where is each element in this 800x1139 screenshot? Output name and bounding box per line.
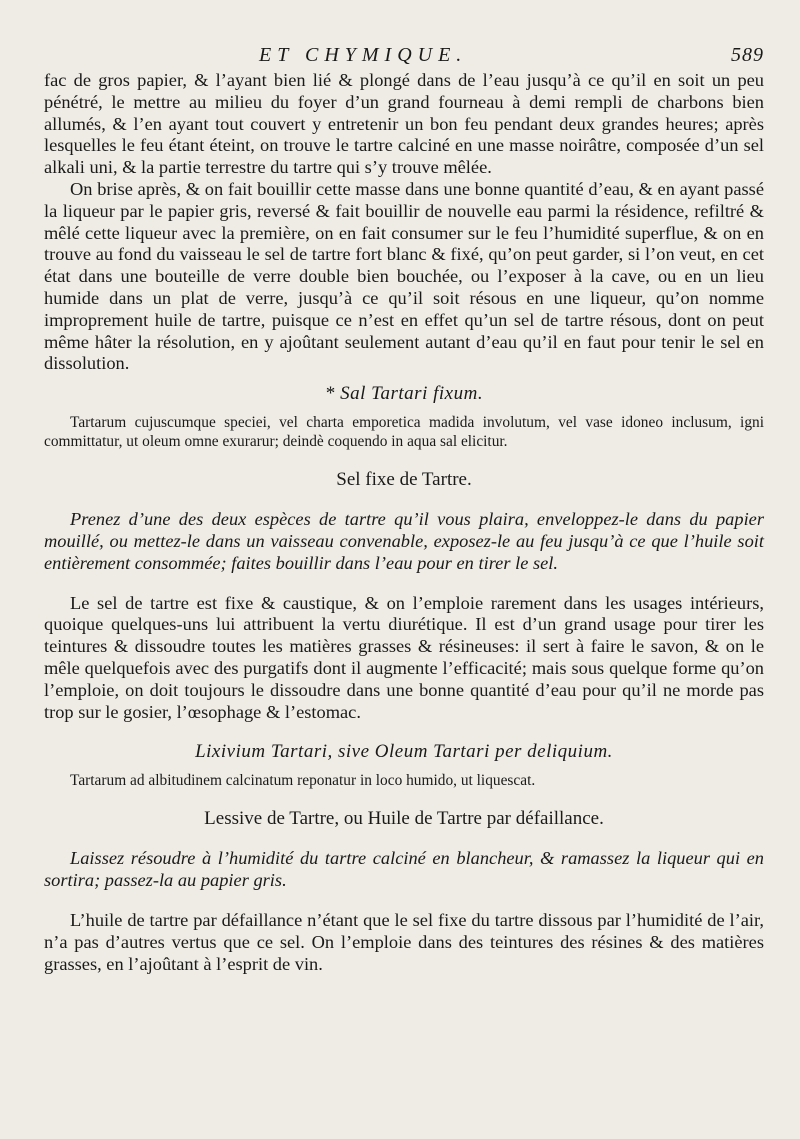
page-number: 589 xyxy=(731,44,764,66)
section-title-latin-1: * Sal Tartari fixum. xyxy=(324,383,484,405)
latin-recipe-2: Tartarum ad albitudinem calcinatum reponatur in loco humido, ut liquescat. xyxy=(70,772,536,790)
paragraph-uses: Le sel de tartre est fixe & caustique, & on l’emploie rarement dans les usages intérieurs, quoique quelques-uns lui attribuent la vertu diurétique. Il est d’un grand usage pour tirer les teintures & dissoudre toutes les matières grasses & résineuses: il sert à faire le savon, & on le mêle quelquefois avec des purgatifs dont il augmente l’efficacité; mais sous quelque forme qu’on l’emploie, on doit toujours le dissoudre dans une bonne quantité d’eau pour qu’il ne morde pas trop sur le gosier, l’œsophage & l’estomac. xyxy=(44,592,764,722)
latin-recipe-1: Tartarum cujuscumque speciei, vel charta emporetica madida involutum, vel vase idoneo inclusum, igni committatur, ut oleum omne exurarur; deindè coquendo in aqua sal elicitur. xyxy=(44,414,764,451)
section-title-latin-2: Lixivium Tartari, sive Oleum Tartari per deliquium. xyxy=(195,741,613,763)
paragraph-continuation: fac de gros papier, & l’ayant bien lié & plongé dans de l’eau jusqu’à ce qu’il en soit un peu pénétré, le mettre au milieu du foyer d’un grand fourneau à demi rempli de charbons bien allumés, & l’en ayant tout couvert y entretenir un bon feu pendant deux grandes heures; après lesquelles le feu étant éteint, on trouve le tartre calciné en une masse noirâtre, composée d’un sel alkali uni, & la partie terrestre du tartre qui s’y trouve mêlée. xyxy=(44,70,764,178)
running-head xyxy=(44,44,764,70)
paragraph-dissolving: On brise après, & on fait bouillir cette masse dans une bonne quantité d’eau, & en ayant passé la liqueur par le papier gris, reversé & fait bouillir de nouvelle eau parmi la résidence, refiltré & mêlé cette liqueur avec la première, on en fait consumer sur le feu l’humidité superflue, & on en trouve au fond du vaisseau le sel de tartre fort blanc & fixé, qu’on peut garder, si l’on veut, en cet état dans une bouteille de verre double bien bouchée, ou l’exposer à la cave, ou en un lieu humide dans un plat de verre, jusqu’à ce qu’il soit résous en une liqueur, qu’on nomme improprement huile de tartre, puisque ce n’est en effet qu’un sel de tartre résous, dont on peut même hâter la résolution, en y ajoûtant seulement autant d’eau qu’il en faut pour tenir le sel en dissolution. xyxy=(44,178,764,374)
section-title-french-2: Lessive de Tartre, ou Huile de Tartre par défaillance. xyxy=(204,808,604,830)
instruction-2: Laissez résoudre à l’humidité du tartre calciné en blancheur, & ramassez la liqueur qui en sortira; passez-la au papier gris. xyxy=(44,848,764,891)
section-title-french-1: Sel fixe de Tartre. xyxy=(336,469,472,491)
running-head-title: ET CHYMIQUE. xyxy=(259,44,468,66)
instruction-1: Prenez d’une des deux espèces de tartre qu’il vous plaira, enveloppez-le dans du papier mouillé, ou mettez-le dans un vaisseau convenable, exposez-le au feu jusqu’à ce que l’huile soit entièrement consommée; faites bouillir dans l’eau pour en tirer le sel. xyxy=(44,509,764,573)
paragraph-oil-of-tartar: L’huile de tartre par défaillance n’étant que le sel fixe du tartre dissous par l’humidité de l’air, n’a pas d’autres vertus que ce sel. On l’emploie dans des teintures des résines & des matières grasses, en l’ajoûtant à l’esprit de vin. xyxy=(44,909,764,974)
